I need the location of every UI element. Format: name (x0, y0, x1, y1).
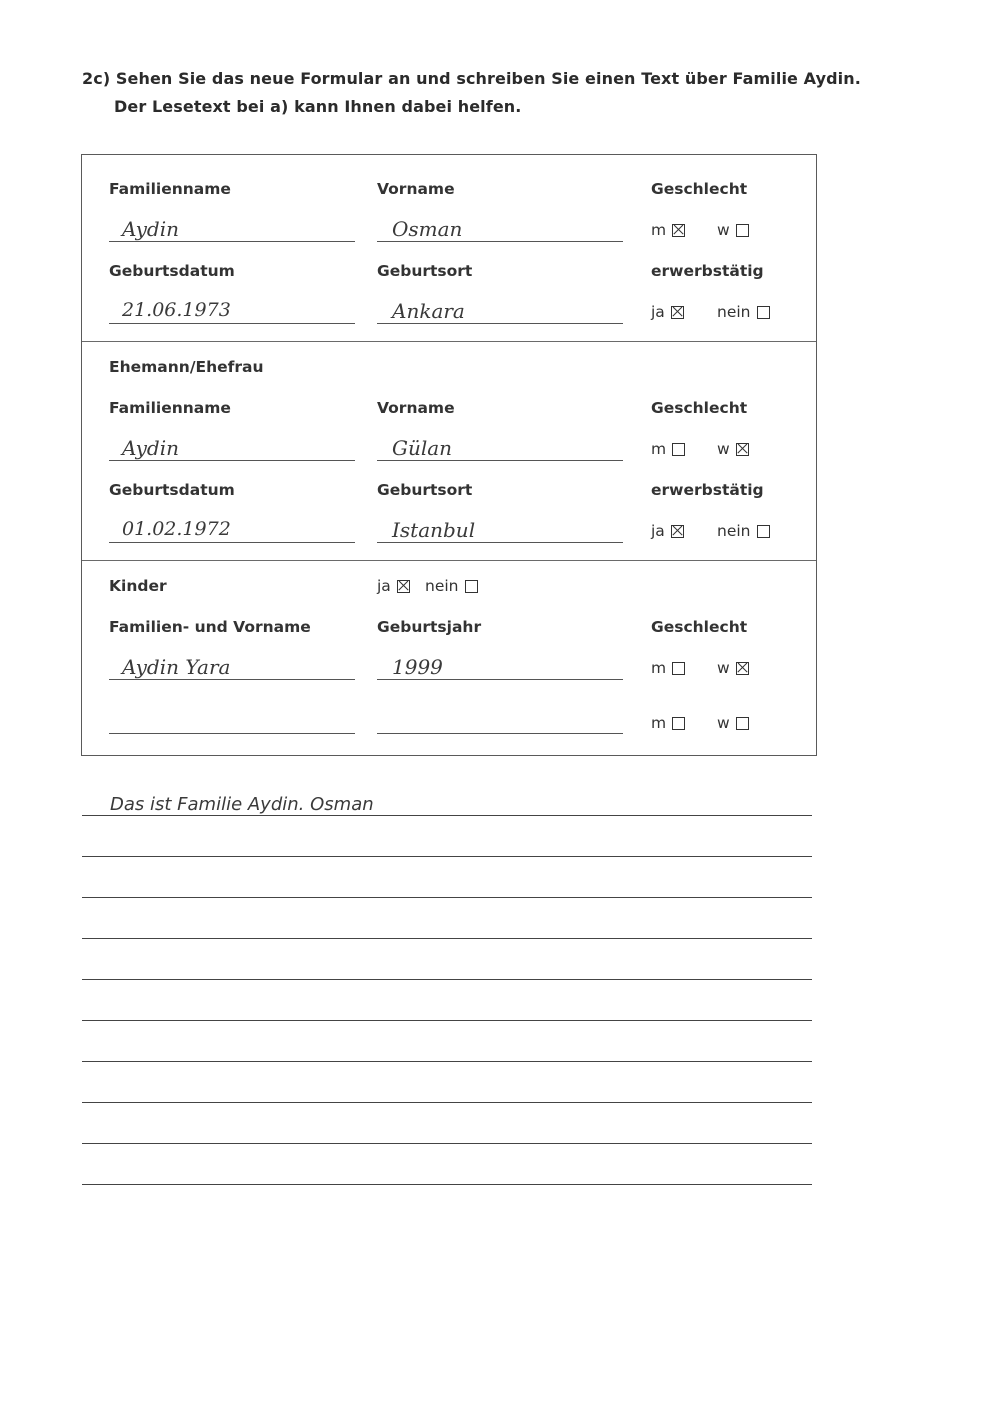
text-first-line[interactable]: Das ist Familie Aydin. Osman (110, 794, 374, 815)
label-vorname: Vorname (377, 180, 455, 198)
registration-form (81, 154, 817, 756)
label-geburtsdatum: Geburtsdatum (109, 262, 235, 280)
writing-line[interactable] (82, 938, 812, 939)
writing-line[interactable] (82, 1184, 812, 1185)
underline (109, 542, 355, 543)
option-w[interactable]: w (717, 659, 749, 677)
writing-line[interactable] (82, 856, 812, 857)
task-instruction-line-1: 2c) Sehen Sie das neue Formular an und schreiben Sie einen Text über Familie Aydin. (82, 69, 861, 88)
checkbox-ja-checked[interactable] (671, 306, 684, 319)
checkbox-w-checked[interactable] (736, 443, 749, 456)
checkbox-w[interactable] (736, 717, 749, 730)
underline (377, 323, 623, 324)
underline (109, 241, 355, 242)
underline (109, 733, 355, 734)
label-erwerbstaetig: erwerbstätig (651, 262, 764, 280)
label-erwerbstaetig: erwerbstätig (651, 481, 764, 499)
checkbox-w-checked[interactable] (736, 662, 749, 675)
field-spouse-geburtsdatum[interactable]: 01.02.1972 (122, 518, 231, 540)
option-nein[interactable]: nein (717, 303, 770, 321)
field-spouse-geburtsort[interactable]: Istanbul (392, 518, 476, 542)
field-familienname[interactable]: Aydin (122, 217, 180, 241)
option-m[interactable]: m (651, 714, 685, 732)
label-familienname: Familienname (109, 399, 231, 417)
field-child-geburtsjahr[interactable]: 1999 (392, 655, 443, 679)
writing-line[interactable] (82, 897, 812, 898)
label-geschlecht: Geschlecht (651, 180, 748, 198)
option-w[interactable]: w (717, 440, 749, 458)
underline (109, 460, 355, 461)
writing-line[interactable] (82, 979, 812, 980)
label-geburtsjahr: Geburtsjahr (377, 618, 482, 636)
checkbox-nein[interactable] (757, 525, 770, 538)
option-m[interactable]: m (651, 221, 685, 239)
field-child-name[interactable]: Aydin Yara (122, 655, 231, 679)
field-geburtsort[interactable]: Ankara (392, 299, 465, 323)
writing-line[interactable] (82, 1143, 812, 1144)
label-familien-und-vorname: Familien- und Vorname (109, 618, 311, 636)
label-geburtsort: Geburtsort (377, 262, 473, 280)
underline (109, 679, 355, 680)
option-ja[interactable]: ja (651, 303, 684, 321)
section-divider (82, 341, 816, 342)
label-familienname: Familienname (109, 180, 231, 198)
writing-line[interactable] (82, 1020, 812, 1021)
field-geburtsdatum[interactable]: 21.06.1973 (122, 299, 231, 321)
writing-line[interactable] (82, 815, 812, 816)
option-ja[interactable]: ja (651, 522, 684, 540)
checkbox-ja-checked[interactable] (671, 525, 684, 538)
option-w[interactable]: w (717, 221, 749, 239)
option-m[interactable]: m (651, 440, 685, 458)
checkbox-m-checked[interactable] (672, 224, 685, 237)
checkbox-nein[interactable] (757, 306, 770, 319)
section-divider (82, 560, 816, 561)
writing-line[interactable] (82, 1061, 812, 1062)
task-instruction-line-2: Der Lesetext bei a) kann Ihnen dabei helfen. (114, 97, 522, 116)
option-m[interactable]: m (651, 659, 685, 677)
field-spouse-familienname[interactable]: Aydin (122, 436, 180, 460)
underline (377, 733, 623, 734)
checkbox-kinder-nein[interactable] (465, 580, 478, 593)
checkbox-m[interactable] (672, 717, 685, 730)
underline (377, 241, 623, 242)
checkbox-kinder-ja-checked[interactable] (397, 580, 410, 593)
checkbox-w[interactable] (736, 224, 749, 237)
underline (377, 542, 623, 543)
option-nein[interactable]: nein (717, 522, 770, 540)
label-geschlecht: Geschlecht (651, 399, 748, 417)
label-geschlecht: Geschlecht (651, 618, 748, 636)
writing-line[interactable] (82, 1102, 812, 1103)
checkbox-m[interactable] (672, 443, 685, 456)
underline (377, 679, 623, 680)
underline (377, 460, 623, 461)
label-vorname: Vorname (377, 399, 455, 417)
option-w[interactable]: w (717, 714, 749, 732)
label-geburtsdatum: Geburtsdatum (109, 481, 235, 499)
label-kinder: Kinder (109, 577, 167, 595)
option-kinder-nein[interactable]: nein (425, 577, 478, 595)
label-geburtsort: Geburtsort (377, 481, 473, 499)
underline (109, 323, 355, 324)
checkbox-m[interactable] (672, 662, 685, 675)
field-vorname[interactable]: Osman (392, 217, 463, 241)
option-kinder-ja[interactable]: ja (377, 577, 410, 595)
label-ehemann-ehefrau: Ehemann/Ehefrau (109, 358, 264, 376)
field-spouse-vorname[interactable]: Gülan (392, 436, 453, 460)
